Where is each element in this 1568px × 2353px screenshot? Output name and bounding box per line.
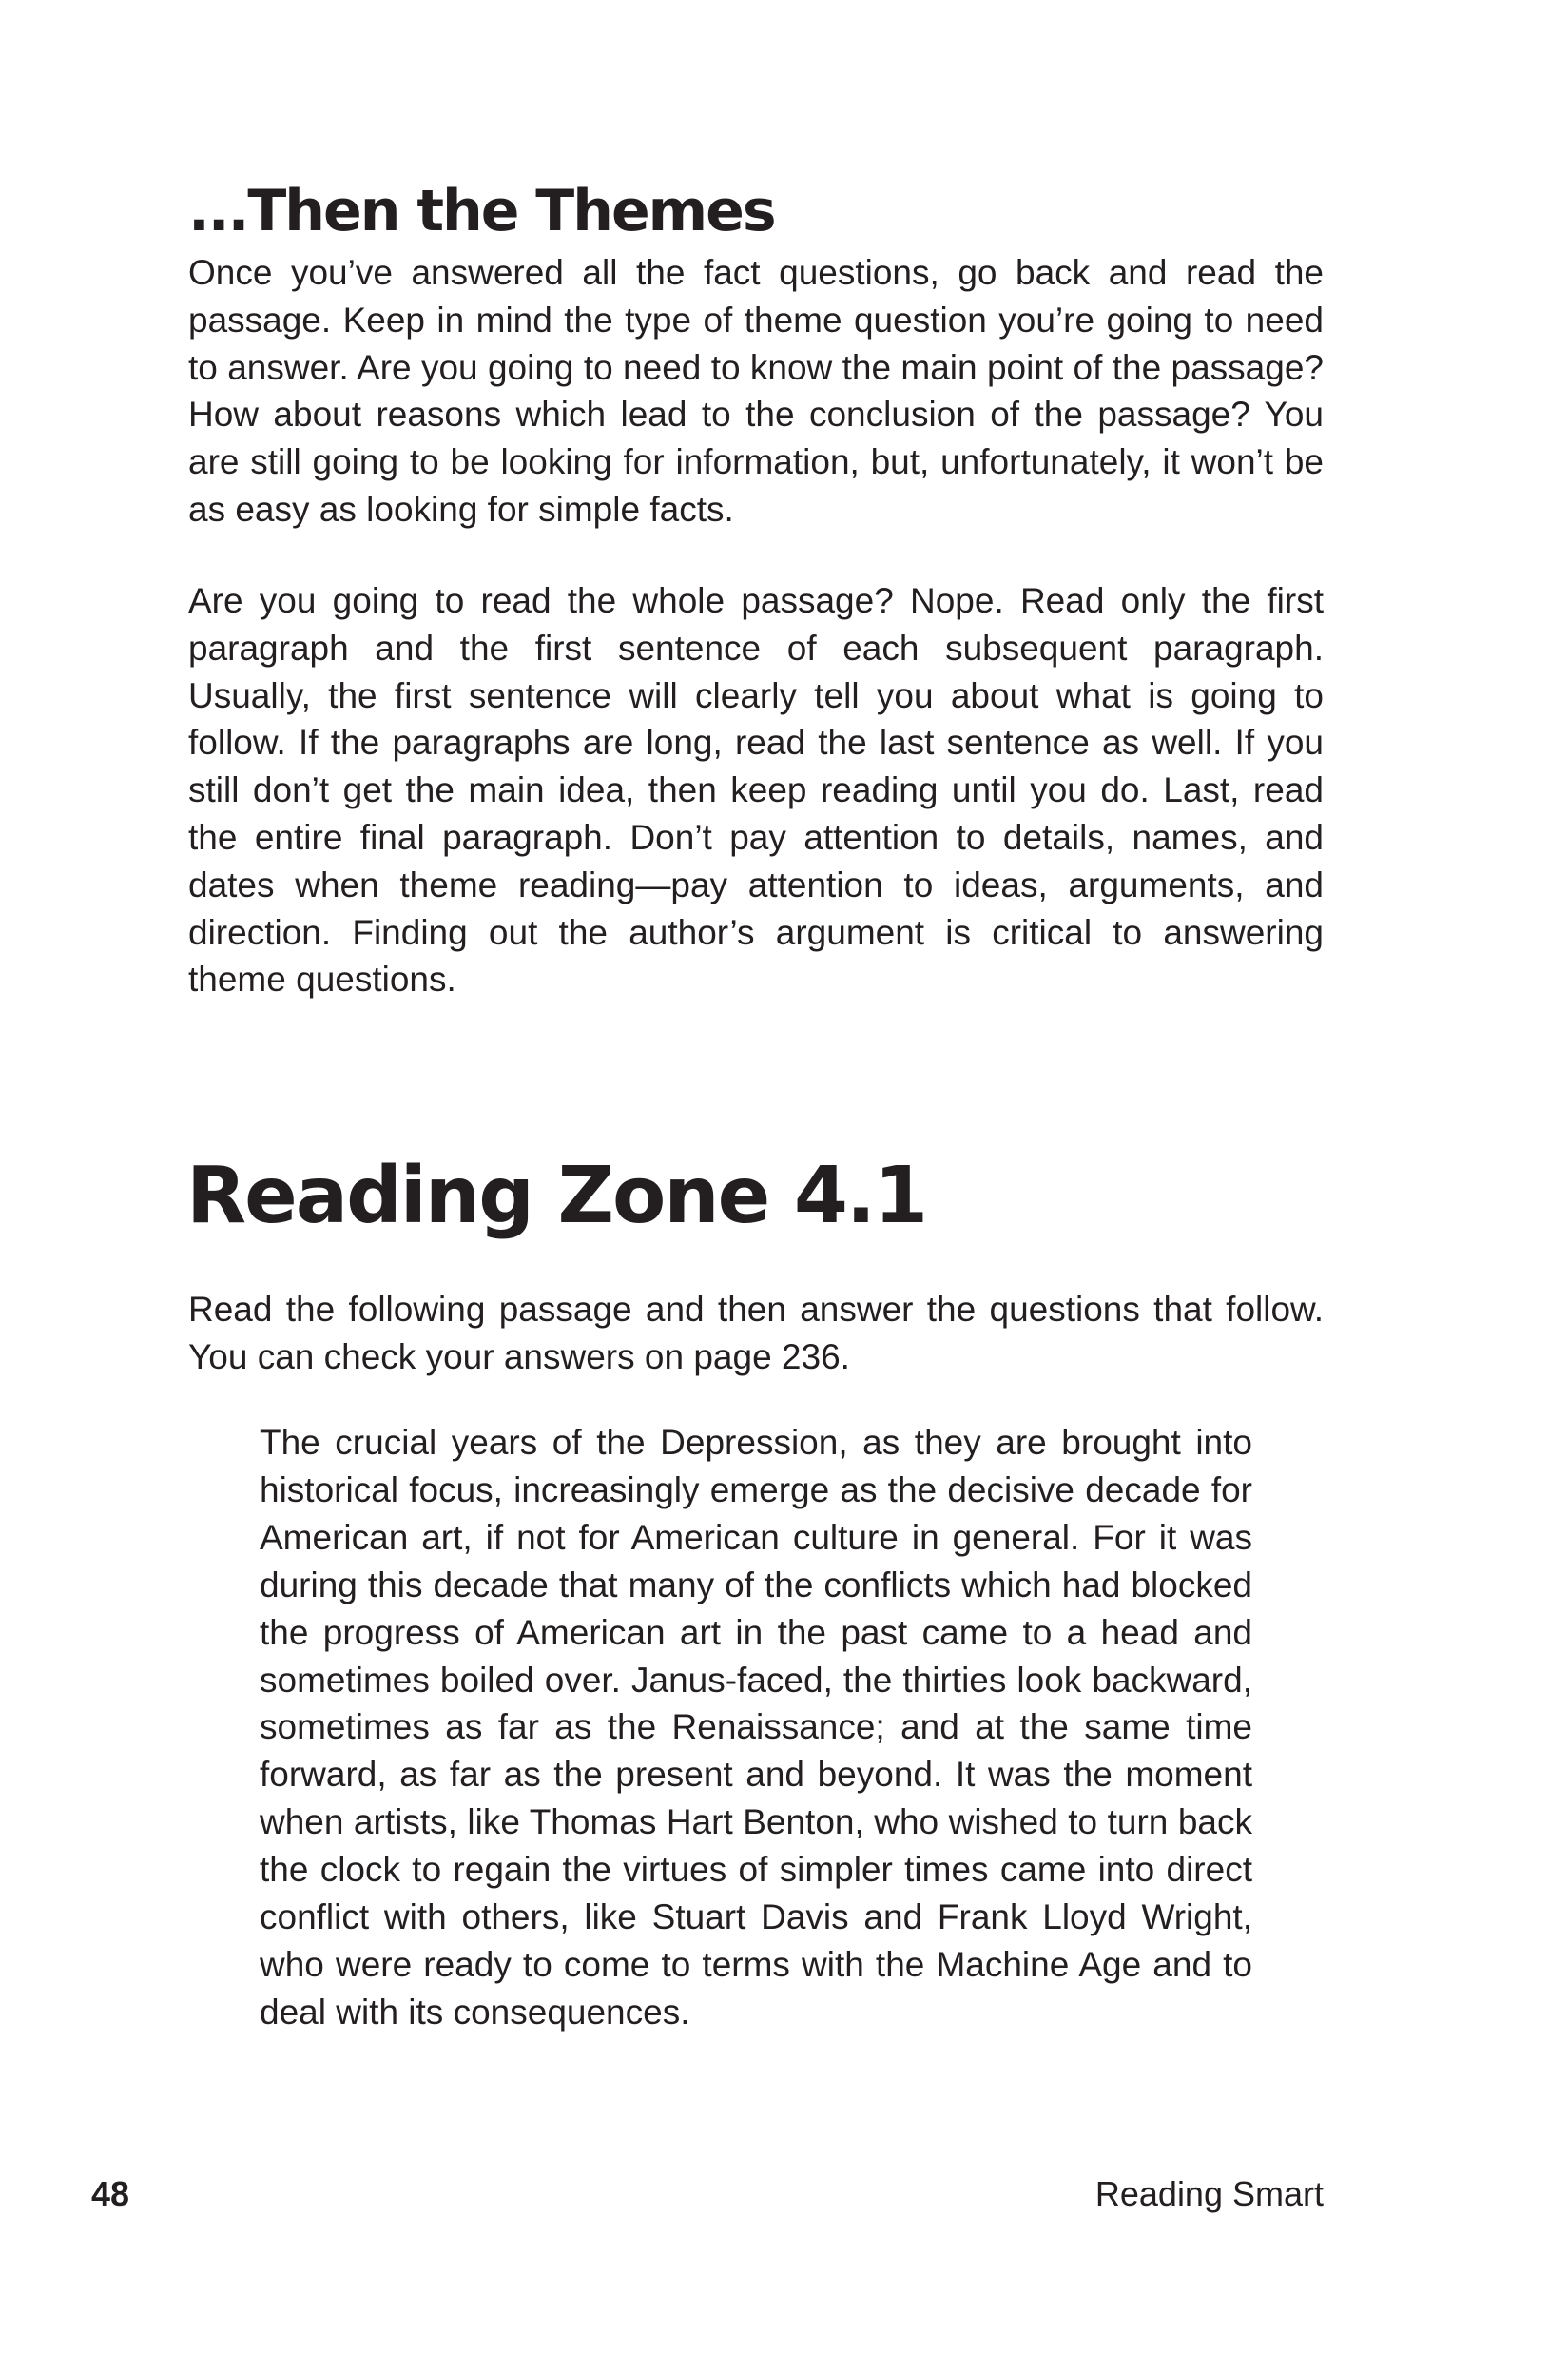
paragraph-text: Are you going to read the whole passage? Nope. Read only the first paragraph and the first sentence of each subsequent paragraph. Usually, the first sentence will clearly tell you about what is going to follow. If the paragraphs are long, read the last sentence as well. If you still don’t get the main idea, then keep reading until you do. Last, read the entire final paragraph. Don’t pay attention to details, names, and dates when theme reading—pay attention to ideas, arguments, and direction. Finding out the author’s argument is critical to answering theme questions. [188,581,1324,1000]
themes-paragraph-2 [188,577,1324,1003]
section-heading: ...Then the Themes [188,178,775,244]
reading-passage: The crucial years of the Depression, as they are brought into historical focus, increasingly emerge as the decisive decade for American art, if not for American culture in general. For it was during this decade that many of the conflicts which had blocked the progress of American art in the past came to a head and sometimes boiled over. Janus-faced, the thirties look backward, sometimes as far as the Renaissance; and at the same time forward, as far as the present and beyond. It was the moment when artists, like Thomas Hart Benton, who wished to turn back the clock to regain the virtues of simpler times came into direct conflict with others, like Stuart Davis and Frank Lloyd Wright, who were ready to come to terms with the Machine Age and to deal with its consequences. [260,1423,1252,2032]
reading-zone-heading: Reading Zone 4.1 [186,1151,927,1241]
running-footer-title: Reading Smart [1094,2174,1324,2213]
page-number: 48 [91,2174,130,2213]
themes-paragraph-1 [188,249,1324,534]
intro-text: Read the following passage and then answer the questions that follow. You can check your answers on page 236. [188,1290,1324,1376]
paragraph-text: Once you’ve answered all the fact questions, go back and read the passage. Keep in mind the type of theme question you’re going to need to answer. Are you going to need to know the main point of the passage? How about reasons which lead to the conclusion of the passage? You are still going to be looking for information, but, unfortunately, it won’t be as easy as looking for simple facts. [188,253,1324,529]
reading-zone-intro [188,1286,1324,1381]
